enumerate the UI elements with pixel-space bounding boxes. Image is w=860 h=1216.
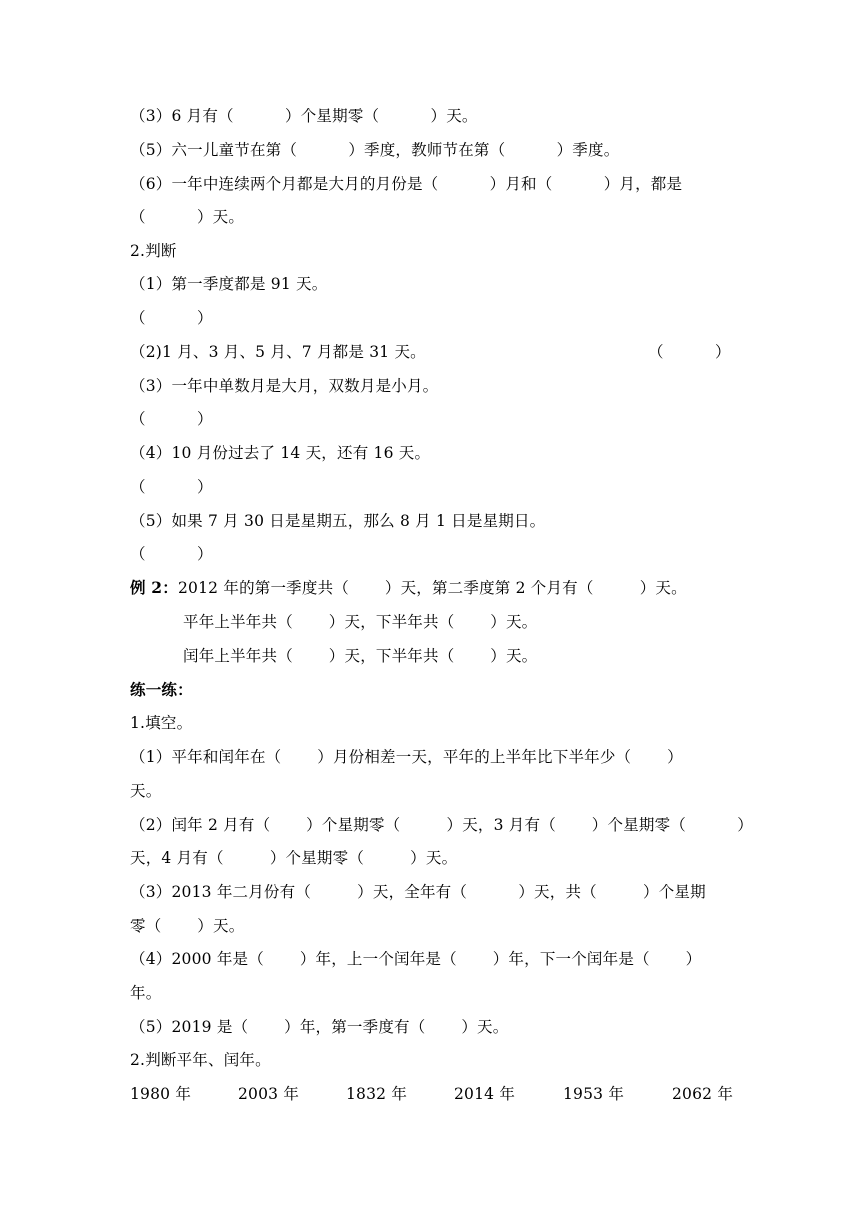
practice-item-4-cont: 年。 — [130, 984, 162, 1002]
year-item-6: 2062 年 — [672, 1085, 734, 1103]
practice-item-4: （4）2000 年是（ ）年，上一个闰年是（ ）年，下一个闰年是（ ） — [130, 950, 702, 968]
judge-item-3: （3）一年中单数月是大月，双数月是小月。 — [130, 377, 439, 395]
example-2-line-2: 平年上半年共（ ）天，下半年共（ ）天。 — [183, 613, 538, 631]
year-item-2: 2003 年 — [238, 1085, 300, 1103]
example-2-line-1: 2012 年的第一季度共（ ）天，第二季度第 2 个月有（ ）天。 — [178, 579, 687, 597]
year-item-5: 1953 年 — [563, 1085, 625, 1103]
practice-item-3-cont: 零（ ）天。 — [130, 917, 245, 935]
judge-answer-4: （ ） — [130, 478, 213, 496]
year-item-1: 1980 年 — [130, 1085, 192, 1103]
example-2-label: 例 2： — [130, 578, 178, 597]
fill-item-6-cont: （ ）天。 — [130, 208, 245, 226]
practice-item-2: （2）闰年 2 月有（ ）个星期零（ ）天，3 月有（ ）个星期零（ ） — [130, 816, 753, 834]
judge-item-4: （4）10 月份过去了 14 天，还有 16 天。 — [130, 444, 431, 462]
judge-item-2: （2)1 月、3 月、5 月、7 月都是 31 天。 — [130, 343, 426, 361]
practice-item-5: （5）2019 是（ ）年，第一季度有（ ）天。 — [130, 1018, 509, 1036]
judge-item-1: （1）第一季度都是 91 天。 — [130, 275, 328, 293]
judge-answer-2: （ ） — [648, 343, 731, 361]
fill-item-6: （6）一年中连续两个月都是大月的月份是（ ）月和（ ）月，都是 — [130, 175, 683, 193]
practice-item-2-cont: 天，4 月有（ ）个星期零（ ）天。 — [130, 849, 458, 867]
practice-item-1: （1）平年和闰年在（ ）月份相差一天，平年的上半年比下半年少（ ） — [130, 748, 683, 766]
year-item-3: 1832 年 — [346, 1085, 408, 1103]
example-2-line-3: 闰年上半年共（ ）天，下半年共（ ）天。 — [183, 647, 538, 665]
section-heading-leap-year: 2.判断平年、闰年。 — [130, 1051, 271, 1069]
practice-heading: 练一练： — [130, 680, 193, 699]
section-heading-fill: 1.填空。 — [130, 714, 193, 732]
judge-answer-1: （ ） — [130, 309, 213, 327]
fill-item-3: （3）6 月有（ ）个星期零（ ）天。 — [130, 107, 478, 125]
practice-item-3: （3）2013 年二月份有（ ）天，全年有（ ）天，共（ ）个星期 — [130, 883, 706, 901]
judge-answer-3: （ ） — [130, 410, 213, 428]
practice-item-1-cont: 天。 — [130, 782, 162, 800]
judge-answer-5: （ ） — [130, 545, 213, 563]
judge-item-5: （5）如果 7 月 30 日是星期五，那么 8 月 1 日是星期日。 — [130, 512, 546, 530]
section-heading-judge: 2.判断 — [130, 242, 177, 260]
year-item-4: 2014 年 — [454, 1085, 516, 1103]
fill-item-5: （5）六一儿童节在第（ ）季度，教师节在第（ ）季度。 — [130, 141, 620, 159]
